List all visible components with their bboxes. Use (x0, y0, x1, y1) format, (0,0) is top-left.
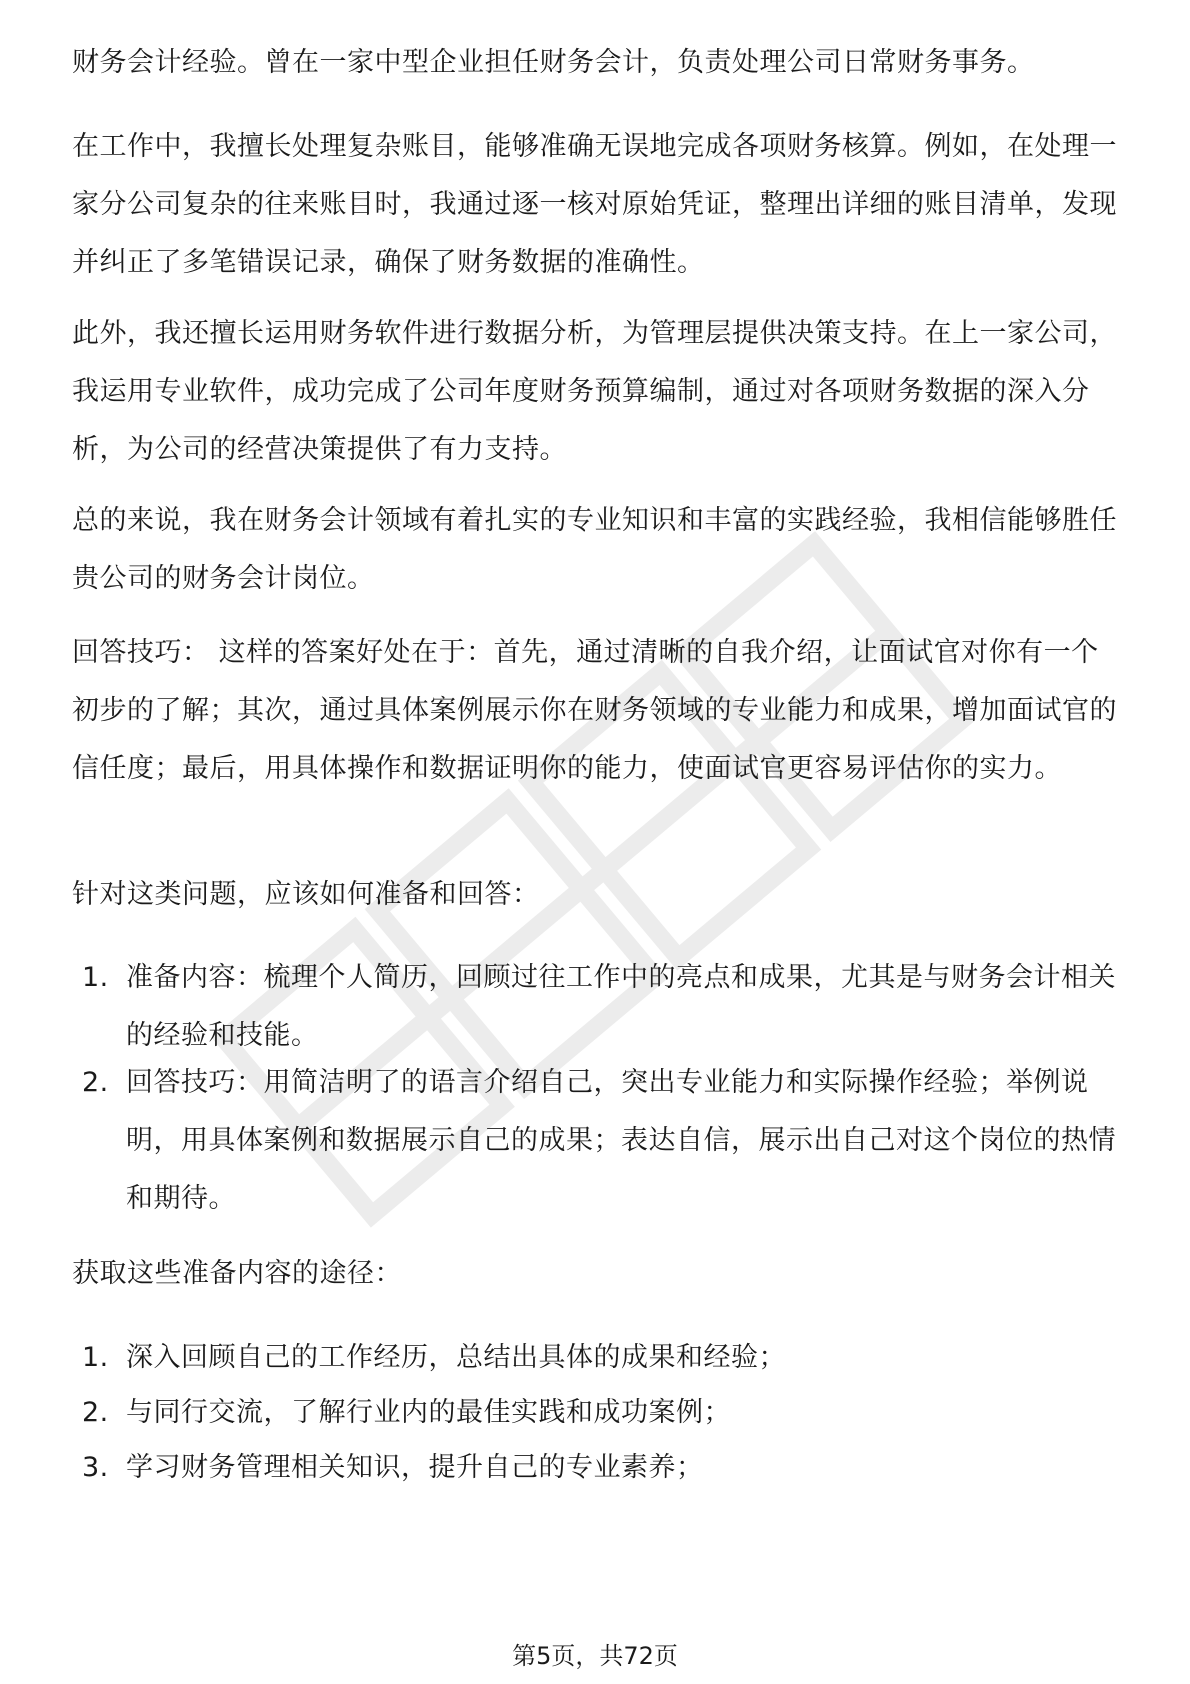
paragraph-how-to-prepare: 针对这类问题，应该如何准备和回答： (72, 879, 540, 910)
list-text: 回答技巧：用简洁明了的语言介绍自己，突出专业能力和实际操作经验；举例说明，用具体案例和数据展示自己的成果；表达自信，展示出自己对这个岗位的热情和期待。 (126, 1067, 1116, 1214)
list-number: 3. (82, 1452, 109, 1483)
list-item (82, 1054, 1122, 1228)
list-item (82, 1439, 1122, 1497)
paragraph-summary: 总的来说，我在财务会计领域有着扎实的专业知识和丰富的实践经验，我相信能够胜任贵公司的财务会计岗位。 (72, 505, 1117, 594)
paragraph-complex-accounts: 在工作中，我擅长处理复杂账目，能够准确无误地完成各项财务核算。例如，在处理一家分公司复杂的往来账目时，我通过逐一核对原始凭证，整理出详细的账目清单，发现并纠正了多笔错误记录，确保了财务数据的准确性。 (72, 131, 1117, 278)
list-text: 深入回顾自己的工作经历，总结出具体的成果和经验； (126, 1342, 786, 1373)
list-text: 与同行交流，了解行业内的最佳实践和成功案例； (126, 1397, 731, 1428)
paragraph-preparation-sources: 获取这些准备内容的途径： (72, 1258, 402, 1289)
list-number: 1. (82, 1342, 109, 1373)
list-item (82, 949, 1122, 1065)
list-text: 准备内容：梳理个人简历，回顾过往工作中的亮点和成果，尤其是与财务会计相关的经验和技能。 (126, 962, 1116, 1051)
paragraph-software-analysis: 此外，我还擅长运用财务软件进行数据分析，为管理层提供决策支持。在上一家公司，我运用专业软件，成功完成了公司年度财务预算编制，通过对各项财务数据的深入分析，为公司的经营决策提供了有力支持。 (72, 318, 1117, 465)
list-number: 2. (82, 1067, 109, 1098)
list-item (82, 1384, 1122, 1442)
list-item (82, 1329, 1122, 1387)
paragraph-answer-tips: 回答技巧： 这样的答案好处在于：首先，通过清晰的自我介绍，让面试官对你有一个初步的了解；其次，通过具体案例展示你在财务领域的专业能力和成果，增加面试官的信任度；最后，用具体操作和数据证明你的能力，使面试官更容易评估你的实力。 (72, 637, 1117, 784)
page-number-footer: 第5页，共72页 (512, 1642, 678, 1670)
list-text: 学习财务管理相关知识，提升自己的专业素养； (126, 1452, 704, 1483)
list-number: 1. (82, 962, 109, 993)
list-number: 2. (82, 1397, 109, 1428)
paragraph-experience-intro: 财务会计经验。曾在一家中型企业担任财务会计，负责处理公司日常财务事务。 (72, 47, 1035, 78)
